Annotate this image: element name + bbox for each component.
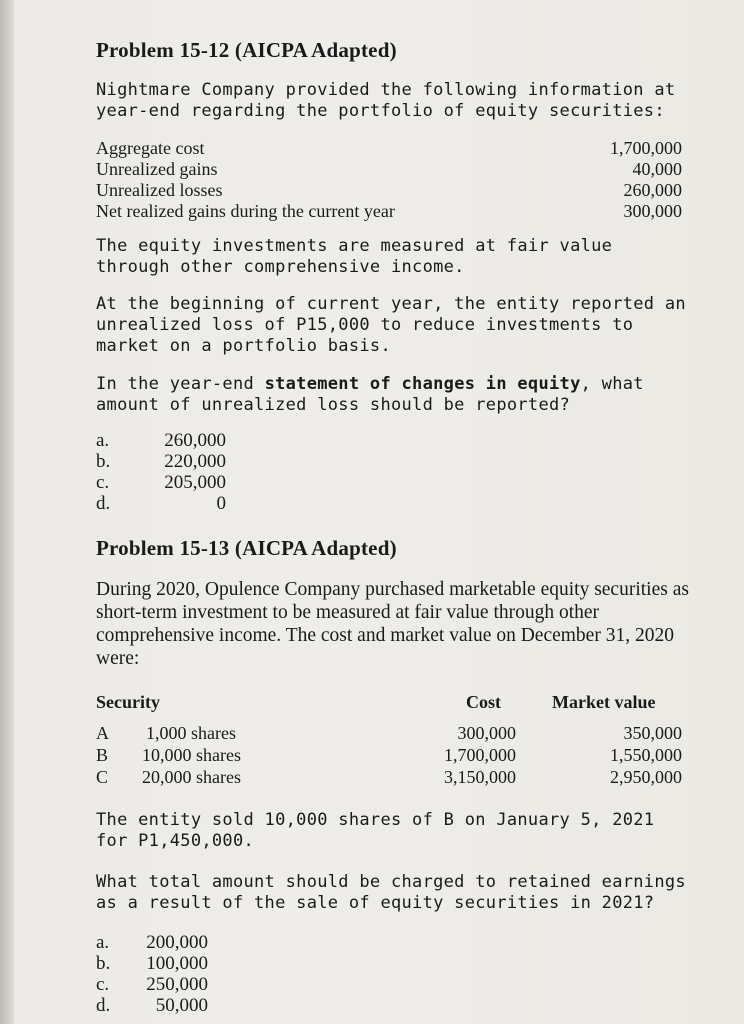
choice-item (96, 995, 696, 1016)
header-cost: Cost (466, 692, 501, 712)
item-value: 260,000 (623, 180, 682, 200)
choice-value: 100,000 (146, 953, 208, 974)
choice-value: 50,000 (155, 995, 208, 1016)
problem-2-para-1: The entity sold 10,000 shares of B on January 5, 2021 for P1,450,000. (96, 810, 655, 851)
item-row (96, 138, 696, 159)
item-label: Unrealized losses (96, 180, 223, 200)
question-text-post: , what amount of unrealized loss should be reported? (96, 374, 644, 415)
item-value: 1,700,000 (610, 138, 682, 158)
problem-1-choices (96, 430, 696, 514)
security-cost: 3,150,000 (444, 767, 516, 787)
problem-1-para-1: The equity investments are measured at fair value through other comprehensive income. (96, 236, 613, 277)
security-market-value: 350,000 (623, 723, 682, 743)
choice-letter: b. (96, 953, 111, 974)
choice-item (96, 493, 696, 514)
problem-1-intro: Nightmare Company provided the following information at year-end regarding the portfolio of equity securities: (96, 80, 676, 121)
choice-value: 260,000 (164, 430, 226, 451)
security-shares: 10,000 shares (142, 745, 241, 765)
item-row (96, 201, 696, 222)
item-row (96, 159, 696, 180)
choice-letter: c. (96, 472, 110, 493)
question-text-bold: statement of changes in equity (264, 374, 581, 394)
problem-1-items (96, 138, 696, 222)
securities-table (96, 692, 696, 788)
table-row (96, 722, 696, 744)
security-shares: 20,000 shares (142, 767, 241, 787)
choice-letter: c. (96, 974, 110, 995)
problem-2-question: What total amount should be charged to retained earnings as a result of the sale of equity securities in 2021? (96, 872, 686, 913)
choice-value: 205,000 (164, 472, 226, 493)
choice-item (96, 451, 696, 472)
choice-item (96, 932, 696, 953)
table-row (96, 744, 696, 766)
question-text-pre: In the year-end (96, 374, 265, 394)
header-security: Security (96, 692, 160, 712)
security-code: A (96, 723, 109, 743)
choice-letter: a. (96, 430, 110, 451)
item-label: Net realized gains during the current year (96, 201, 395, 221)
choice-value: 200,000 (146, 932, 208, 953)
choice-letter: a. (96, 932, 110, 953)
choice-item (96, 472, 696, 493)
item-value: 300,000 (623, 201, 682, 221)
problem-1-title: Problem 15-12 (AICPA Adapted) (96, 38, 397, 62)
table-header (96, 692, 696, 716)
security-market-value: 1,550,000 (610, 745, 682, 765)
choice-value: 220,000 (164, 451, 226, 472)
choice-value: 0 (216, 493, 226, 514)
item-value: 40,000 (632, 159, 682, 179)
problem-1-para-2: At the beginning of current year, the entity reported an unrealized loss of P15,000 to reduce investments to market on a portfolio basis. (96, 294, 686, 356)
security-code: C (96, 767, 109, 787)
item-row (96, 180, 696, 201)
problem-2-choices (96, 932, 696, 1016)
item-label: Aggregate cost (96, 138, 205, 158)
problem-1-question (96, 374, 696, 416)
choice-letter: d. (96, 995, 111, 1016)
choice-item (96, 974, 696, 995)
security-cost: 300,000 (457, 723, 516, 743)
security-code: B (96, 745, 109, 765)
header-market-value: Market value (552, 692, 656, 712)
choice-letter: d. (96, 493, 111, 514)
security-shares: 1,000 shares (146, 723, 236, 743)
problem-2-intro: During 2020, Opulence Company purchased marketable equity securities as short-term investment to be measured at fair value through other comprehensive income. The cost and market value on December 31, 2020 were: (96, 579, 689, 669)
item-label: Unrealized gains (96, 159, 218, 179)
problem-2-title: Problem 15-13 (AICPA Adapted) (96, 536, 397, 560)
choice-item (96, 430, 696, 451)
choice-letter: b. (96, 451, 111, 472)
page-binding-edge (0, 0, 14, 1024)
table-row (96, 766, 696, 788)
security-market-value: 2,950,000 (610, 767, 682, 787)
choice-item (96, 953, 696, 974)
choice-value: 250,000 (146, 974, 208, 995)
security-cost: 1,700,000 (444, 745, 516, 765)
